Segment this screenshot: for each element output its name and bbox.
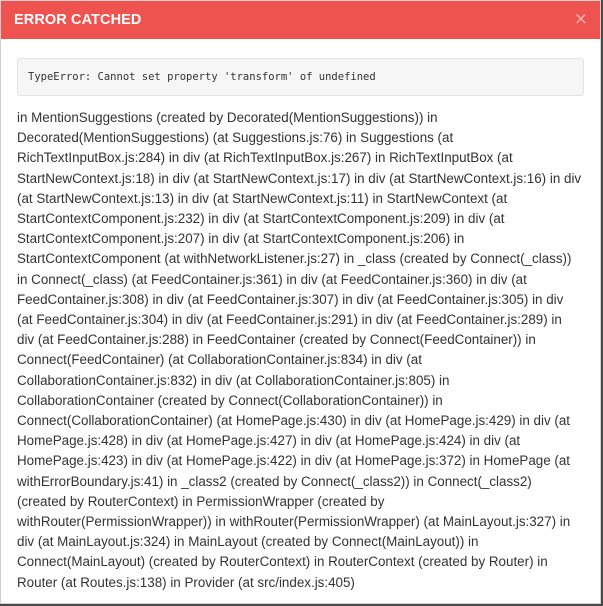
error-message: TypeError: Cannot set property 'transform' of undefined (17, 58, 584, 96)
dialog-header (1, 1, 600, 39)
component-stack-trace: in MentionSuggestions (created by Decorated(MentionSuggestions)) in Decorated(MentionSuggestions) (at Suggestions.js:76) in Suggestions (at RichTextInputBox.js:284) in div (at RichTextInputBox.js:267) in RichTextInputBox (at StartNewContext.js:18) in div (at StartNewContext.js:17) in div (at StartNewContext.js:16) in div (at StartNewContext.js:13) in div (at StartNewContext.js:11) in StartNewContext (at StartContextComponent.js:232) in div (at StartContextComponent.js:209) in div (at StartContextComponent.js:207) in div (at StartContextComponent.js:206) in StartContextComponent (at withNetworkListener.js:27) in _class (created by Connect(_class)) in Connect(_class) (at FeedContainer.js:361) in div (at FeedContainer.js:360) in div (at FeedContainer.js:308) in div (at FeedContainer.js:307) in div (at FeedContainer.js:305) in div (at FeedContainer.js:304) in div (at FeedContainer.js:291) in div (at FeedContainer.js:289) in div (at FeedContainer.js:288) in FeedContainer (created by Connect(FeedContainer)) in Connect(FeedContainer) (at CollaborationContainer.js:834) in div (at CollaborationContainer.js:832) in div (at CollaborationContainer.js:805) in CollaborationContainer (created by Connect(CollaborationContainer)) in Connect(CollaborationContainer) (at HomePage.js:430) in div (at HomePage.js:429) in div (at HomePage.js:428) in div (at HomePage.js:427) in div (at HomePage.js:424) in div (at HomePage.js:423) in div (at HomePage.js:422) in div (at HomePage.js:372) in HomePage (at withErrorBoundary.js:41) in _class2 (created by Connect(_class2)) in Connect(_class2) (created by RouterContext) in PermissionWrapper (created by withRouter(PermissionWrapper)) in withRouter(PermissionWrapper) (at MainLayout.js:327) in div (at MainLayout.js:324) in MainLayout (created by Connect(MainLayout)) in Connect(MainLayout) (created by RouterContext) in RouterContext (created by Router) in Router (at Routes.js:138) in Provider (at src/index.js:405) (17, 110, 582, 590)
dialog-title: ERROR CATCHED (14, 12, 142, 28)
dialog-body (1, 39, 600, 593)
close-icon[interactable]: × (573, 8, 588, 29)
